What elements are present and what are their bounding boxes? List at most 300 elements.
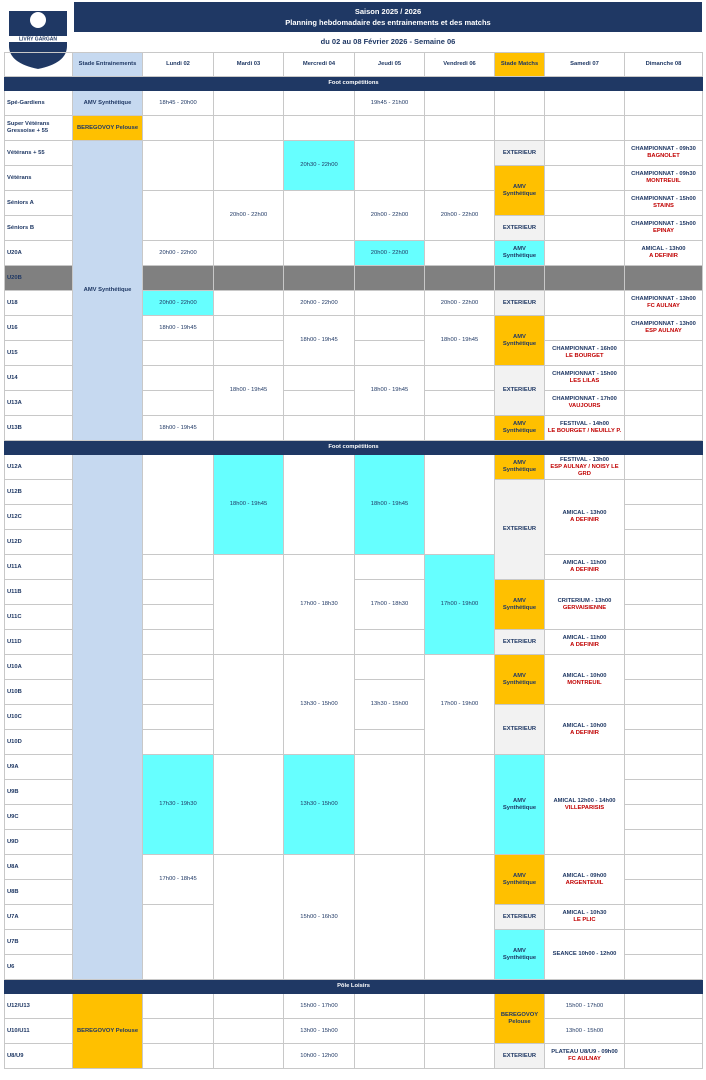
col-mercredi: Mercredi 04: [284, 53, 355, 77]
empty-cell: [214, 141, 284, 191]
empty-cell: [143, 580, 214, 605]
empty-cell: [545, 191, 625, 216]
match-team: FC AULNAY: [568, 1056, 601, 1062]
time-cell: 20h00 - 22h00: [214, 191, 284, 241]
empty-cell: [425, 241, 495, 266]
time-cell: 19h45 - 21h00: [355, 91, 425, 116]
empty-cell: [284, 91, 355, 116]
team-name: Vétérans: [5, 166, 73, 191]
match-cell: [625, 316, 703, 341]
empty-cell: [214, 655, 284, 755]
match-team: A DEFINIR: [570, 729, 599, 736]
match-info: PLATEAU U8/U9 - 09h00: [551, 1049, 618, 1055]
empty-cell: [284, 116, 355, 141]
empty-cell: [284, 241, 355, 266]
match-cell: [545, 1044, 625, 1069]
match-info: AMICAL - 09h00: [562, 872, 607, 879]
empty-cell: [625, 1019, 703, 1044]
venue-match-cell: AMV Synthétique: [495, 166, 545, 216]
team-name: U12A: [5, 455, 73, 480]
empty-cell: [355, 855, 425, 980]
time-cell: 18h00 - 19h45: [355, 366, 425, 416]
time-cell: 17h00 - 18h45: [143, 855, 214, 905]
empty-cell: [355, 341, 425, 366]
empty-cell: [545, 316, 625, 341]
empty-cell: [545, 91, 625, 116]
venue-match-cell: BEREGOVOY Pelouse: [495, 994, 545, 1044]
team-name: U12/U13: [5, 994, 73, 1019]
match-info: AMICAL - 10h30: [562, 910, 607, 916]
match-team: VAUJOURS: [568, 403, 601, 409]
match-info: CHAMPIONNAT - 15h00: [631, 196, 696, 202]
empty-cell: [425, 855, 495, 980]
team-name: U10A: [5, 655, 73, 680]
empty-cell: [545, 166, 625, 191]
venue-match-cell: AMV Synthétique: [495, 855, 545, 905]
match-team: A DEFINIR: [570, 517, 599, 523]
venue-cell: AMV Synthétique: [73, 91, 143, 116]
col-mardi: Mardi 03: [214, 53, 284, 77]
empty-cell: [143, 116, 214, 141]
empty-cell: [355, 755, 425, 855]
empty-cell: [214, 416, 284, 441]
time-cell: 18h45 - 20h00: [143, 91, 214, 116]
team-name: U6: [5, 955, 73, 980]
venue-match-cell: AMV Synthétique: [495, 580, 545, 630]
season-title: Saison 2025 / 2026: [354, 7, 422, 16]
empty-cell: [214, 341, 284, 366]
empty-cell: [625, 930, 703, 955]
section-title: Foot compétitions: [5, 77, 703, 91]
team-name: U9C: [5, 805, 73, 830]
empty-cell: [143, 630, 214, 655]
section-header: [5, 77, 703, 91]
time-cell: 13h30 - 15h00: [355, 680, 425, 730]
col-samedi: Samedi 07: [545, 53, 625, 77]
team-name: U20B: [5, 266, 73, 291]
match-cell: [545, 555, 625, 580]
empty-cell: [355, 291, 425, 316]
empty-cell: [625, 505, 703, 530]
empty-cell: [214, 291, 284, 316]
venue-match-cell: AMV Synthétique: [495, 416, 545, 441]
match-info: CHAMPIONNAT - 15h00: [631, 221, 696, 227]
empty-cell: [214, 1044, 284, 1069]
match-info: CHAMPIONNAT - 09h30: [631, 171, 696, 177]
empty-cell: [284, 391, 355, 416]
table-row: [5, 994, 703, 1019]
section-header: [5, 980, 703, 994]
venue-match-cell: EXTERIEUR: [495, 1044, 545, 1069]
empty-cell: [284, 266, 355, 291]
empty-cell: [425, 994, 495, 1019]
team-name: U9A: [5, 755, 73, 780]
match-info: CHAMPIONNAT - 15h00: [552, 371, 617, 377]
empty-cell: [625, 630, 703, 655]
empty-cell: [143, 455, 214, 555]
empty-cell: [355, 730, 425, 755]
header-title-bar: [74, 2, 702, 32]
empty-cell: [545, 216, 625, 241]
empty-cell: [625, 530, 703, 555]
section-title: Pôle Loisirs: [5, 980, 703, 994]
empty-cell: [625, 455, 703, 480]
empty-cell: [425, 366, 495, 391]
logo-text: LIVRY GARGAN: [18, 36, 58, 43]
venue-match-cell: EXTERIEUR: [495, 366, 545, 416]
team-name: U16: [5, 316, 73, 341]
time-cell: 13h30 - 15h00: [284, 755, 355, 855]
empty-cell: [425, 416, 495, 441]
empty-cell: [425, 755, 495, 855]
team-name: U11D: [5, 630, 73, 655]
match-info: AMICAL - 10h00: [562, 722, 607, 729]
match-info: FESTIVAL - 13h00: [559, 456, 610, 463]
venue-match-cell: AMV Synthétique: [495, 755, 545, 855]
table-row: [5, 116, 703, 141]
empty-cell: [143, 994, 214, 1019]
empty-cell: [625, 391, 703, 416]
empty-cell: [425, 141, 495, 191]
match-team: STAINS: [653, 203, 674, 209]
section-header: [5, 441, 703, 455]
time-cell: 17h00 - 18h30: [355, 580, 425, 630]
time-cell: 17h00 - 18h30: [284, 555, 355, 655]
venue-match-cell: EXTERIEUR: [495, 291, 545, 316]
time-cell: 20h00 - 22h00: [143, 241, 214, 266]
match-cell: [545, 455, 625, 480]
match-info: AMICAL - 11h00: [562, 560, 607, 566]
team-name: Super Vétérans Gressoise + 55: [5, 116, 73, 141]
empty-cell: [495, 91, 545, 116]
empty-cell: [355, 416, 425, 441]
team-name: Vétérans + 55: [5, 141, 73, 166]
empty-cell: [214, 555, 284, 655]
table-row: [5, 455, 703, 480]
empty-cell: [425, 116, 495, 141]
time-cell: 18h00 - 19h45: [143, 416, 214, 441]
table-row: [5, 91, 703, 116]
team-name: U10B: [5, 680, 73, 705]
match-info: CHAMPIONNAT - 17h00: [552, 396, 617, 402]
empty-cell: [625, 580, 703, 605]
team-name: U10D: [5, 730, 73, 755]
col-dimanche: Dimanche 08: [625, 53, 703, 77]
empty-cell: [625, 416, 703, 441]
empty-cell: [284, 366, 355, 391]
match-cell: [545, 416, 625, 441]
team-name: U11B: [5, 580, 73, 605]
time-cell: 17h00 - 19h00: [425, 655, 495, 755]
empty-cell: [284, 191, 355, 241]
match-team: MONTREUIL: [567, 679, 602, 686]
match-team: VILLEPARISIS: [564, 804, 605, 811]
empty-cell: [355, 141, 425, 191]
empty-cell: [625, 366, 703, 391]
empty-cell: [143, 555, 214, 580]
match-cell: 15h00 - 17h00: [545, 994, 625, 1019]
team-name: Spé-Gardiens: [5, 91, 73, 116]
empty-cell: [284, 416, 355, 441]
time-cell: 18h00 - 19h45: [425, 316, 495, 366]
venue-match-cell: EXTERIEUR: [495, 216, 545, 241]
venue-cell: [73, 455, 143, 980]
team-name: U14: [5, 366, 73, 391]
empty-cell: [355, 1019, 425, 1044]
empty-cell: [625, 755, 703, 780]
empty-cell: [214, 755, 284, 855]
team-name: U8/U9: [5, 1044, 73, 1069]
time-cell: 13h30 - 15h00: [284, 655, 355, 755]
time-cell: 17h00 - 19h00: [425, 555, 495, 655]
match-team: LE PLIC: [573, 917, 596, 923]
match-team: FC AULNAY: [647, 303, 680, 309]
empty-cell: [214, 1019, 284, 1044]
match-info: CHAMPIONNAT - 16h00: [552, 346, 617, 352]
match-info: AMICAL 12h00 - 14h00: [553, 797, 616, 804]
team-name: U20A: [5, 241, 73, 266]
match-team: ARGENTEUIL: [565, 879, 604, 886]
match-cell: [545, 855, 625, 905]
empty-cell: [143, 366, 214, 391]
empty-cell: [625, 680, 703, 705]
logo-ball: [30, 12, 46, 28]
empty-cell: [495, 266, 545, 291]
match-cell: [545, 366, 625, 391]
empty-cell: [625, 830, 703, 855]
section-title: Foot compétitions: [5, 441, 703, 455]
match-info: FESTIVAL - 14h00: [559, 421, 610, 427]
table-row: [5, 141, 703, 166]
time-cell: 18h00 - 19h45: [214, 455, 284, 555]
team-name: U13B: [5, 416, 73, 441]
match-info: AMICAL - 13h00: [562, 510, 607, 516]
match-info: AMICAL - 10h00: [562, 672, 607, 679]
match-cell: [625, 141, 703, 166]
match-team: A DEFINIR: [570, 642, 599, 648]
match-cell: [545, 755, 625, 855]
empty-cell: [143, 141, 214, 191]
empty-cell: [143, 680, 214, 705]
match-cell: [545, 705, 625, 755]
match-team: BAGNOLET: [647, 153, 680, 159]
venue-match-cell: EXTERIEUR: [495, 480, 545, 580]
empty-cell: [625, 780, 703, 805]
venue-match-cell: AMV Synthétique: [495, 316, 545, 366]
empty-cell: [425, 91, 495, 116]
team-name: U11C: [5, 605, 73, 630]
venue-match-cell: AMV Synthétique: [495, 455, 545, 480]
venue-cell: BEREGOVOY Pelouse: [73, 116, 143, 141]
match-cell: [625, 216, 703, 241]
col-stade-matchs: Stade Matchs: [495, 53, 545, 77]
venue-match-cell: EXTERIEUR: [495, 705, 545, 755]
planning-subtitle: Planning hebdomadaire des entrainements et des matchs: [285, 18, 491, 27]
venue-match-cell: EXTERIEUR: [495, 905, 545, 930]
team-name: U8A: [5, 855, 73, 880]
empty-cell: [143, 1044, 214, 1069]
match-team: GERVAISIENNE: [562, 604, 607, 611]
empty-cell: [625, 266, 703, 291]
match-info: AMICAL - 13h00: [641, 246, 686, 252]
match-team: MONTREUIL: [646, 178, 681, 184]
empty-cell: [625, 855, 703, 880]
match-cell: [545, 930, 625, 980]
empty-cell: [284, 455, 355, 555]
team-name: U12D: [5, 530, 73, 555]
team-name: Séniors B: [5, 216, 73, 241]
col-stade-entrainements: Stade Entrainements: [73, 53, 143, 77]
empty-cell: [143, 730, 214, 755]
match-info: CHAMPIONNAT - 13h00: [631, 321, 696, 327]
team-name: U15: [5, 341, 73, 366]
match-cell: [545, 391, 625, 416]
time-cell: 18h00 - 19h45: [214, 366, 284, 416]
empty-cell: [425, 266, 495, 291]
time-cell: 18h00 - 19h45: [284, 316, 355, 366]
team-name: U10C: [5, 705, 73, 730]
match-team: LES LILAS: [569, 378, 600, 384]
empty-cell: [425, 391, 495, 416]
empty-cell: [625, 605, 703, 630]
empty-cell: [355, 555, 425, 580]
column-header-row: [5, 53, 703, 77]
empty-cell: [143, 705, 214, 730]
match-info: AMICAL - 11h00: [562, 635, 607, 641]
empty-cell: [143, 266, 214, 291]
empty-cell: [425, 1044, 495, 1069]
empty-cell: [355, 316, 425, 341]
empty-cell: [214, 116, 284, 141]
empty-cell: [625, 805, 703, 830]
match-cell: [545, 655, 625, 705]
match-team: A DEFINIR: [649, 253, 678, 259]
venue-match-cell: AMV Synthétique: [495, 241, 545, 266]
match-cell: [545, 341, 625, 366]
empty-cell: [625, 116, 703, 141]
empty-cell: [143, 191, 214, 241]
empty-cell: [625, 555, 703, 580]
team-name: U18: [5, 291, 73, 316]
empty-cell: [143, 341, 214, 366]
team-name: U9D: [5, 830, 73, 855]
col-vendredi: Vendredi 06: [425, 53, 495, 77]
time-cell: 10h00 - 12h00: [284, 1044, 355, 1069]
match-team: A DEFINIR: [570, 567, 599, 573]
empty-cell: [625, 91, 703, 116]
team-name: U11A: [5, 555, 73, 580]
match-cell: [545, 905, 625, 930]
time-cell: 20h00 - 22h00: [425, 291, 495, 316]
empty-cell: [355, 630, 425, 655]
match-team: LE BOURGET / NEUILLY P.: [547, 428, 622, 434]
match-cell: [625, 166, 703, 191]
match-info: CRITERIUM - 13h00: [557, 597, 612, 604]
empty-cell: [355, 994, 425, 1019]
empty-cell: [625, 341, 703, 366]
match-info: CHAMPIONNAT - 09h30: [631, 146, 696, 152]
empty-cell: [143, 905, 214, 980]
empty-cell: [214, 266, 284, 291]
venue-match-cell: AMV Synthétique: [495, 930, 545, 980]
time-cell: 18h00 - 19h45: [355, 455, 425, 555]
match-team: ESP AULNAY / NOISY LE GRD: [550, 463, 619, 477]
venue-cell: AMV Synthétique: [73, 141, 143, 441]
match-team: LE BOURGET: [565, 353, 604, 359]
empty-cell: [214, 316, 284, 341]
venue-match-cell: EXTERIEUR: [495, 630, 545, 655]
empty-cell: [355, 266, 425, 291]
empty-cell: [625, 905, 703, 930]
venue-cell: BEREGOVOY Pelouse: [73, 994, 143, 1069]
time-cell: 20h00 - 22h00: [425, 191, 495, 241]
empty-cell: [625, 1044, 703, 1069]
col-lundi: Lundi 02: [143, 53, 214, 77]
match-cell: 13h00 - 15h00: [545, 1019, 625, 1044]
empty-cell: [355, 655, 425, 680]
empty-cell: [545, 291, 625, 316]
empty-cell: [625, 480, 703, 505]
empty-cell: [143, 605, 214, 630]
empty-cell: [214, 855, 284, 980]
match-cell: [545, 630, 625, 655]
col-jeudi: Jeudi 05: [355, 53, 425, 77]
time-cell: 20h00 - 22h00: [355, 191, 425, 241]
match-info: SEANCE 10h00 - 12h00: [552, 951, 617, 957]
empty-cell: [425, 1019, 495, 1044]
empty-cell: [625, 880, 703, 905]
time-cell: 20h00 - 22h00: [284, 291, 355, 316]
empty-cell: [545, 141, 625, 166]
time-cell: 13h00 - 15h00: [284, 1019, 355, 1044]
empty-cell: [625, 955, 703, 980]
team-name: U8B: [5, 880, 73, 905]
empty-cell: [214, 994, 284, 1019]
empty-cell: [545, 266, 625, 291]
empty-cell: [495, 116, 545, 141]
empty-cell: [625, 994, 703, 1019]
time-cell: 20h00 - 22h00: [143, 291, 214, 316]
venue-match-cell: EXTERIEUR: [495, 141, 545, 166]
empty-cell: [214, 241, 284, 266]
empty-cell: [355, 1044, 425, 1069]
match-team: EPINAY: [652, 228, 675, 234]
time-cell: 15h00 - 16h30: [284, 855, 355, 980]
empty-cell: [545, 241, 625, 266]
empty-cell: [625, 705, 703, 730]
team-name: U9B: [5, 780, 73, 805]
team-name: U13A: [5, 391, 73, 416]
time-cell: 18h00 - 19h45: [143, 316, 214, 341]
time-cell: 20h30 - 22h00: [284, 141, 355, 191]
match-cell: [625, 191, 703, 216]
empty-cell: [425, 455, 495, 555]
team-name: U7B: [5, 930, 73, 955]
match-info: CHAMPIONNAT - 13h00: [631, 296, 696, 302]
week-range: du 02 au 08 Février 2026 - Semaine 06: [320, 37, 456, 46]
match-cell: [545, 480, 625, 555]
match-cell: [545, 580, 625, 630]
empty-cell: [143, 655, 214, 680]
team-name: U12B: [5, 480, 73, 505]
team-name: U7A: [5, 905, 73, 930]
time-cell: 15h00 - 17h00: [284, 994, 355, 1019]
empty-cell: [143, 391, 214, 416]
empty-cell: [625, 730, 703, 755]
venue-match-cell: AMV Synthétique: [495, 655, 545, 705]
empty-cell: [214, 91, 284, 116]
match-cell: [625, 291, 703, 316]
